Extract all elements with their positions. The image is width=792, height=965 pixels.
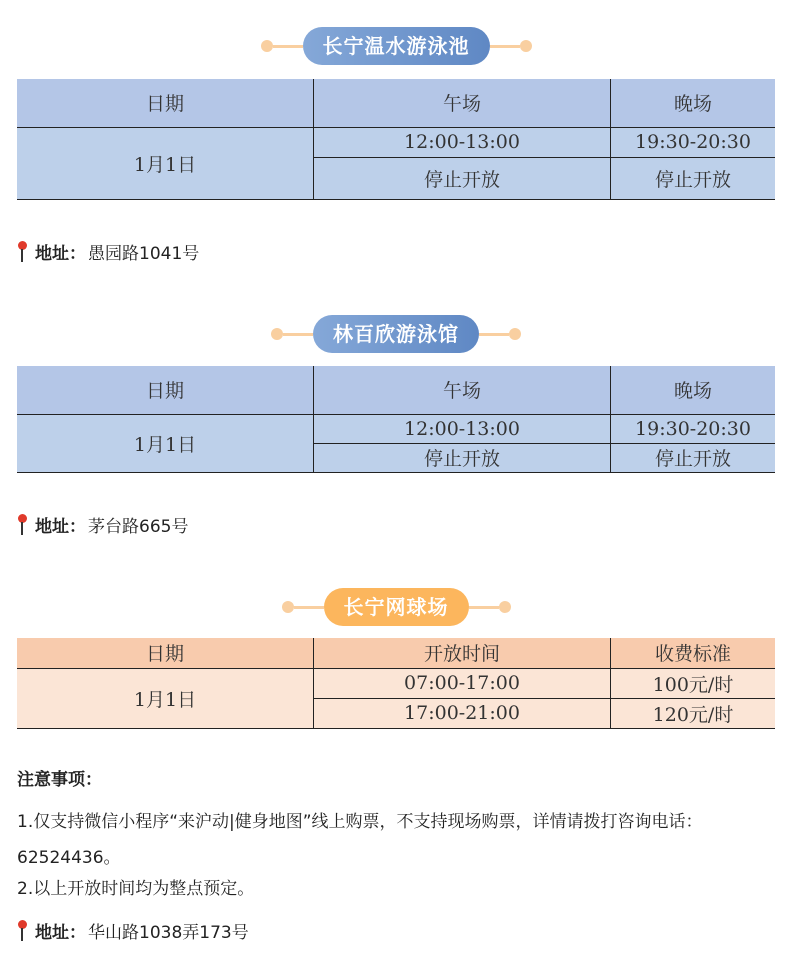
natatorium-address	[17, 512, 188, 537]
pool-address	[17, 239, 199, 264]
section-title-pool	[0, 27, 792, 65]
tennis-schedule-table	[17, 638, 775, 729]
tennis-title: 长宁网球场	[324, 588, 469, 626]
address-label: 地址：	[35, 923, 86, 943]
table-cell: 12:00-13:00	[314, 414, 611, 443]
header-date: 日期	[17, 79, 314, 127]
date-cell: 1月1日	[17, 414, 314, 472]
date-cell: 1月1日	[17, 127, 314, 199]
table-cell: 120元/时	[611, 698, 776, 728]
natatorium-schedule-table	[17, 366, 775, 473]
natatorium-title: 林百欣游泳馆	[313, 315, 479, 353]
table-cell: 12:00-13:00	[314, 127, 611, 157]
table-cell: 100元/时	[611, 668, 776, 698]
header-open-time: 开放时间	[314, 638, 611, 668]
table-cell: 停止开放	[314, 443, 611, 472]
header-evening: 晚场	[611, 366, 776, 414]
table-cell: 19:30-20:30	[611, 127, 776, 157]
table-cell: 停止开放	[611, 157, 776, 199]
note-item-1: 1.仅支持微信小程序“来沪动|健身地图”线上购票，不支持现场购票，详情请拨打咨询电话：62524436。	[17, 812, 703, 868]
header-evening: 晚场	[611, 79, 776, 127]
address-text: 茅台路665号	[88, 517, 189, 537]
pin-icon	[17, 920, 27, 942]
pin-icon	[17, 241, 27, 263]
section-title-natatorium	[0, 315, 792, 353]
section-title-tennis	[0, 588, 792, 626]
date-cell: 1月1日	[17, 668, 314, 728]
note-item-2: 2.以上开放时间均为整点预定。	[17, 879, 255, 899]
header-fee: 收费标准	[611, 638, 776, 668]
address-text: 愚园路1041号	[88, 244, 200, 264]
header-date: 日期	[17, 366, 314, 414]
table-cell: 07:00-17:00	[314, 668, 611, 698]
tennis-address	[17, 918, 249, 943]
address-text: 华山路1038弄173号	[88, 923, 249, 943]
header-noon: 午场	[314, 79, 611, 127]
pin-icon	[17, 514, 27, 536]
table-cell: 19:30-20:30	[611, 414, 776, 443]
header-noon: 午场	[314, 366, 611, 414]
address-label: 地址：	[35, 517, 86, 537]
table-cell: 停止开放	[611, 443, 776, 472]
pool-title: 长宁温水游泳池	[303, 27, 490, 65]
notes-heading: 注意事项：	[17, 770, 102, 790]
table-cell: 17:00-21:00	[314, 698, 611, 728]
table-cell: 停止开放	[314, 157, 611, 199]
address-label: 地址：	[35, 244, 86, 264]
pool-schedule-table	[17, 79, 775, 200]
header-date: 日期	[17, 638, 314, 668]
